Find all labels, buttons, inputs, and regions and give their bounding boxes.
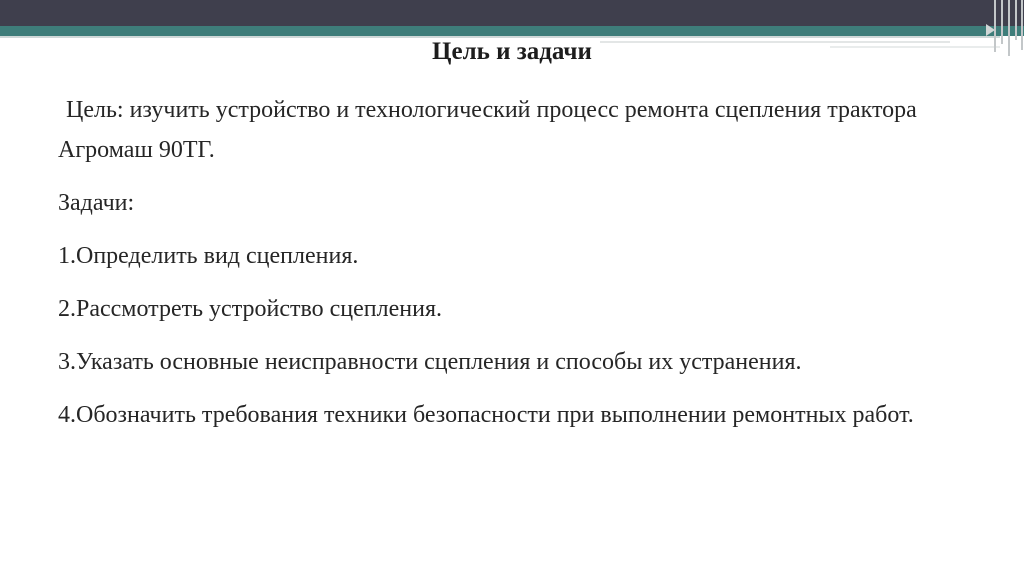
task-item-3: 3.Указать основные неисправности сцепления и способы их устранения. — [58, 349, 802, 375]
task-item-1: 1.Определить вид сцепления. — [58, 243, 359, 269]
slide-body — [58, 90, 958, 448]
slide-title: Цель и задачи — [432, 38, 592, 65]
decor-stripe — [1015, 0, 1017, 40]
header-band — [0, 0, 1024, 26]
task-item-2: 2.Рассмотреть устройство сцепления. — [58, 296, 442, 322]
tasks-heading: Задачи: — [58, 190, 135, 216]
accent-band — [0, 26, 1024, 36]
task-item-4: 4.Обозначить требования техники безопасности при выполнении ремонтных работ. — [58, 402, 914, 428]
decor-arrow — [986, 24, 995, 36]
goal-text: Цель: изучить устройство и технологический процесс ремонта сцепления трактора Агромаш 90ТГ. — [58, 97, 917, 163]
